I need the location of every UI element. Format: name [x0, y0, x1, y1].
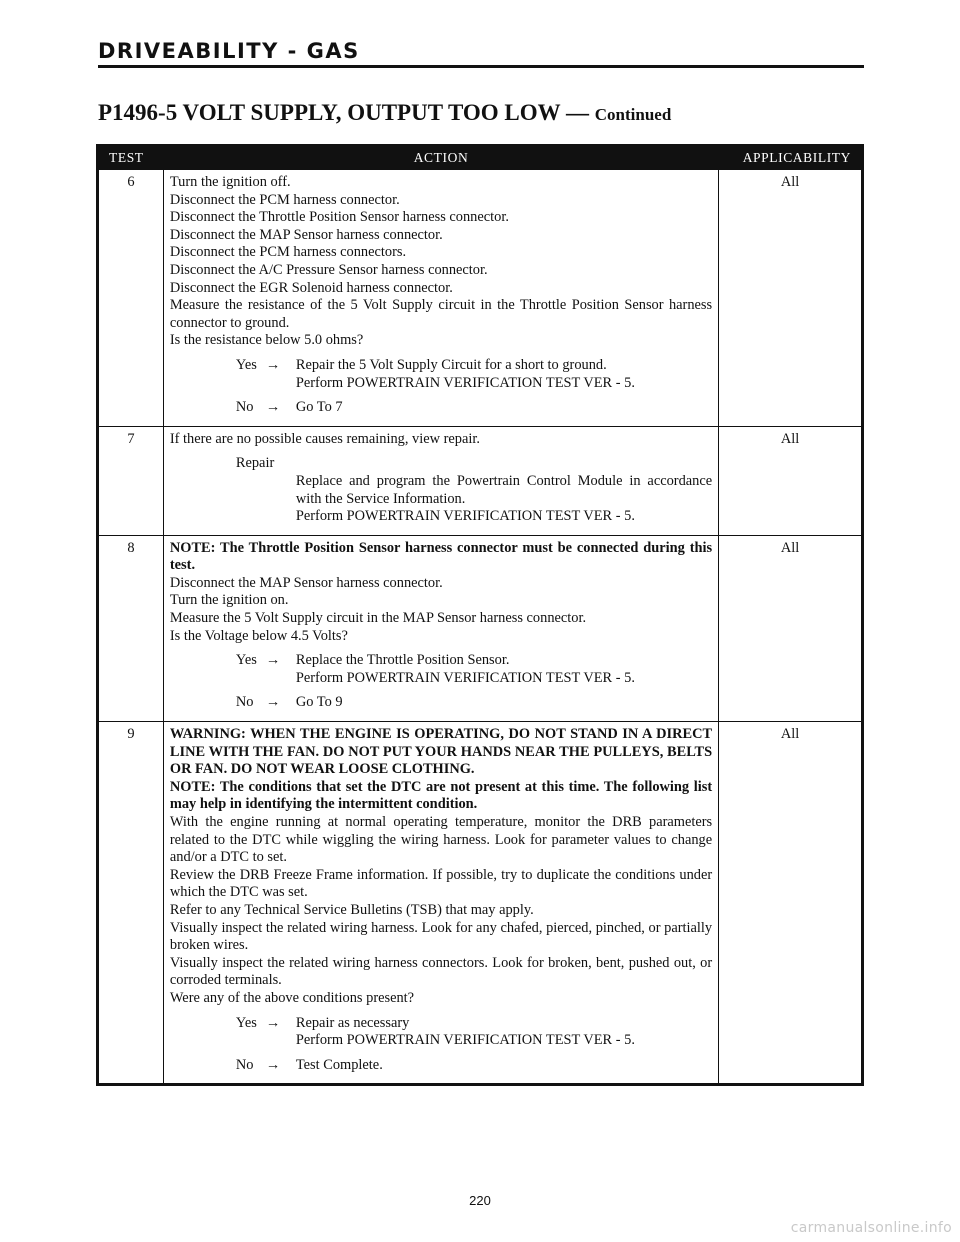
action-step: Is the Voltage below 4.5 Volts? [169, 627, 348, 644]
action-step: Disconnect the EGR Solenoid harness connector. [169, 279, 453, 296]
heading-continued: Continued [594, 105, 672, 124]
test-action [163, 722, 718, 1085]
repair-label: Repair [235, 455, 275, 472]
answer-text [296, 652, 712, 687]
page-header [98, 38, 864, 68]
action-step: Visually inspect the related wiring harness connectors. Look for broken, bent, pushed out, or corroded terminals. [169, 954, 713, 989]
diagnostic-table [96, 144, 864, 1086]
answer-option-yes [170, 357, 712, 392]
test-applicability: All [719, 170, 863, 427]
heading-title: P1496-5 VOLT SUPPLY, OUTPUT TOO LOW — [98, 100, 589, 125]
answer-label: Yes [235, 356, 257, 373]
answer-label: No [235, 694, 254, 711]
action-step: Disconnect the PCM harness connectors. [169, 244, 407, 261]
answer-line: Test Complete. [295, 1056, 383, 1073]
answer-text [296, 1057, 712, 1075]
table-row [98, 535, 863, 721]
answer-label: No [235, 399, 254, 416]
action-step: Were any of the above conditions present? [169, 989, 415, 1006]
action-step: Disconnect the MAP Sensor harness connector. [169, 226, 443, 243]
arrow-right-icon: → [265, 399, 281, 416]
answer-option-no [170, 399, 712, 417]
page-heading [98, 100, 671, 126]
action-step: Measure the 5 Volt Supply circuit in the MAP Sensor harness connector. [169, 610, 587, 627]
test-number: 7 [98, 426, 164, 535]
action-step: Measure the resistance of the 5 Volt Supply circuit in the Throttle Position Sensor harness connector to ground. [169, 297, 713, 331]
repair-block [170, 455, 712, 525]
test-number: 8 [98, 535, 164, 721]
section-title: DRIVEABILITY - GAS [98, 39, 360, 63]
table-row [98, 170, 863, 427]
arrow-right-icon: → [265, 1014, 281, 1031]
table-header-row [98, 146, 863, 170]
test-applicability: All [719, 426, 863, 535]
answer-line: Perform POWERTRAIN VERIFICATION TEST VER - 5. [295, 374, 635, 391]
answer-label: Yes [235, 652, 257, 669]
action-step: Review the DRB Freeze Frame information. If possible, try to duplicate the conditions under which the DTC was set. [169, 866, 713, 901]
action-note: NOTE: The Throttle Position Sensor harness connector must be connected during this test. [169, 539, 713, 574]
answer-line: Repair as necessary [295, 1014, 410, 1031]
column-header-action: ACTION [163, 146, 718, 170]
action-step: Disconnect the A/C Pressure Sensor harness connector. [169, 261, 488, 278]
test-action [163, 535, 718, 721]
answer-line: Replace the Throttle Position Sensor. [295, 652, 510, 669]
answer-line: Perform POWERTRAIN VERIFICATION TEST VER - 5. [295, 1032, 635, 1049]
answer-option-no [170, 1057, 712, 1075]
test-applicability: All [719, 535, 863, 721]
action-note: NOTE: The conditions that set the DTC are not present at this time. The following list may help in identifying the intermittent condition. [169, 778, 713, 813]
column-header-applicability: APPLICABILITY [719, 146, 863, 170]
action-step: Disconnect the Throttle Position Sensor harness connector. [169, 209, 509, 226]
test-number: 6 [98, 170, 164, 427]
action-step: With the engine running at normal operating temperature, monitor the DRB parameters related to the DTC while wiggling the wiring harness. Look for parameter values to change and/or a DTC to set. [169, 814, 713, 866]
test-action [163, 170, 718, 427]
test-number: 9 [98, 722, 164, 1085]
answer-option-no [170, 694, 712, 712]
answer-option-yes [170, 1015, 712, 1050]
answer-option-yes [170, 652, 712, 687]
table-body [98, 170, 863, 1085]
action-note: WARNING: WHEN THE ENGINE IS OPERATING, DO NOT STAND IN A DIRECT LINE WITH THE FAN. DO NOT PUT YOUR HANDS NEAR THE PULLEYS, BELTS OR FAN. DO NOT WEAR LOOSE CLOTHING. [169, 726, 713, 778]
arrow-right-icon: → [265, 652, 281, 669]
answer-line: Go To 9 [295, 694, 343, 711]
action-step: If there are no possible causes remaining, view repair. [169, 430, 480, 447]
table-row [98, 722, 863, 1085]
answer-text [296, 357, 712, 392]
header-rule [98, 65, 864, 68]
answer-text [296, 1015, 712, 1050]
action-step: Disconnect the PCM harness connector. [169, 191, 400, 208]
test-applicability: All [719, 722, 863, 1085]
column-header-test: TEST [98, 146, 164, 170]
action-step: Turn the ignition on. [169, 592, 289, 609]
answer-text [296, 399, 712, 417]
action-step: Visually inspect the related wiring harness. Look for any chafed, pierced, pinched, or partially broken wires. [169, 919, 713, 954]
action-step: Turn the ignition off. [169, 174, 291, 190]
action-step: Disconnect the MAP Sensor harness connector. [169, 574, 443, 591]
page-number: 220 [469, 1193, 491, 1208]
answer-line: Go To 7 [295, 399, 343, 416]
answer-label: Yes [235, 1014, 257, 1031]
action-step: Is the resistance below 5.0 ohms? [169, 332, 364, 349]
repair-step: Perform POWERTRAIN VERIFICATION TEST VER - 5. [295, 508, 635, 525]
answer-line: Repair the 5 Volt Supply Circuit for a short to ground. [295, 356, 607, 373]
action-step: Refer to any Technical Service Bulletins (TSB) that may apply. [169, 901, 534, 918]
arrow-right-icon: → [265, 1056, 281, 1073]
table-row [98, 426, 863, 535]
answer-text [296, 694, 712, 712]
arrow-right-icon: → [265, 694, 281, 711]
repair-step: Replace and program the Powertrain Control Module in accordance with the Service Information. [295, 472, 713, 507]
answer-label: No [235, 1056, 254, 1073]
watermark: carmanualsonline.info [790, 1220, 952, 1236]
arrow-right-icon: → [265, 356, 281, 373]
test-action [163, 426, 718, 535]
answer-line: Perform POWERTRAIN VERIFICATION TEST VER - 5. [295, 669, 635, 686]
